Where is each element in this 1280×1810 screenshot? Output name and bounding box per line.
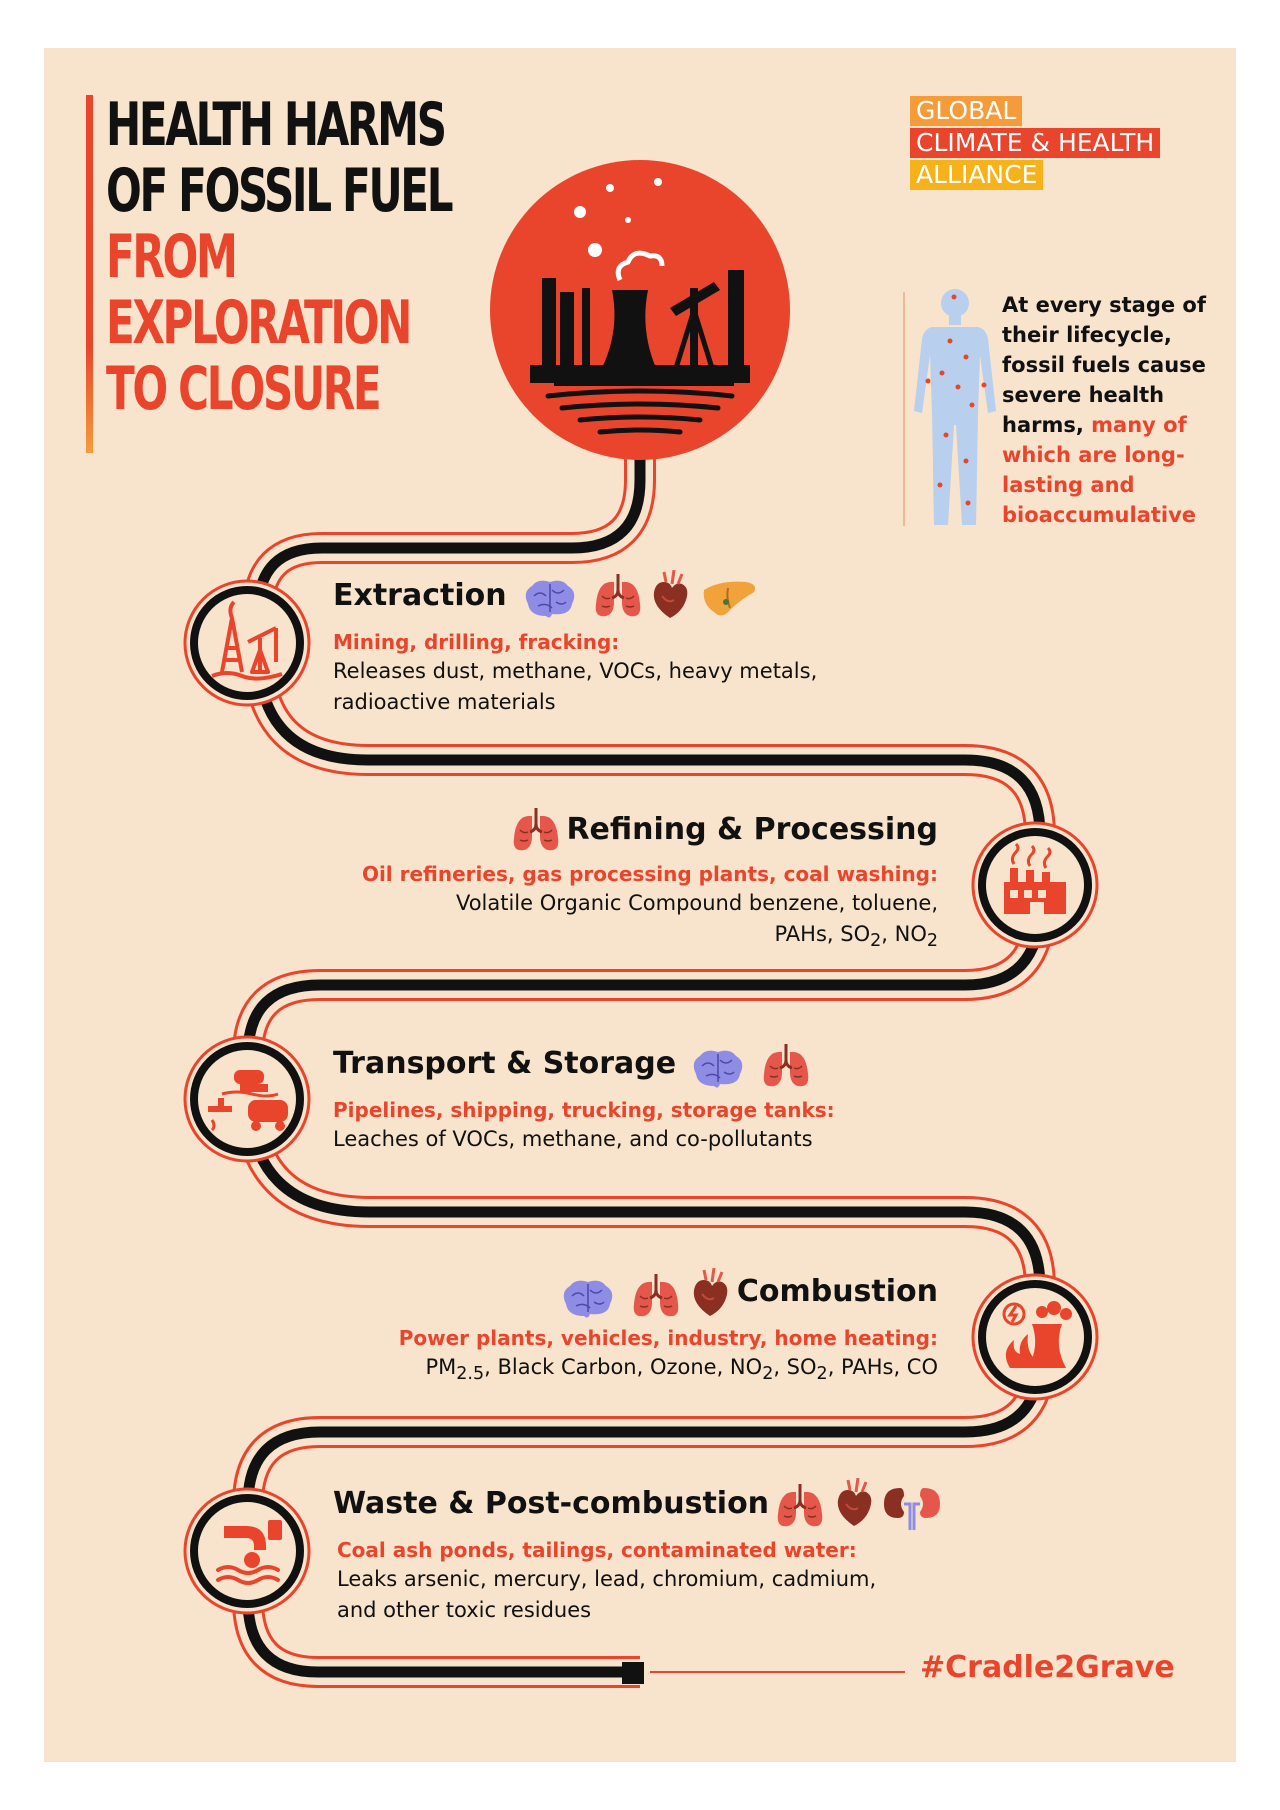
logo-line-3: ALLIANCE [910,160,1043,190]
title-accent-bar [86,95,93,453]
stage-subtitle-waste: Coal ash ponds, tailings, contaminated water: [337,1538,857,1562]
stage-title-combustion: Combustion [736,1274,938,1309]
power-plant-icon [970,1272,1100,1402]
pipeline-end [622,1662,644,1684]
brain-icon [522,578,578,620]
combustion-desc-b: , Black Carbon, Ozone, NO [484,1355,763,1379]
title-line-4: EXPLORATION [106,288,411,358]
stage-subtitle-combustion: Power plants, vehicles, industry, home heating: [398,1326,938,1350]
stage-title-refining: Refining & Processing [566,812,938,847]
stage-description-waste: Leaks arsenic, mercury, lead, chromium, cadmium, and other toxic residues [337,1567,877,1622]
refining-desc-b: , NO [881,922,927,946]
logo-line-1: GLOBAL [910,96,1022,126]
refining-desc-sub1: 2 [870,931,882,952]
heart-icon [650,570,690,620]
refining-desc-line-1: Volatile Organic Compound benzene, toluene, [455,891,938,915]
title-line-1: HEALTH HARMS [106,90,445,160]
stage-title-waste: Waste & Post-combustion [333,1486,770,1521]
combustion-desc-d: , PAHs, CO [827,1355,938,1379]
hashtag: #Cradle2Grave [920,1650,1175,1685]
lungs-icon [510,808,562,854]
refining-desc-a: PAHs, SO [774,922,871,946]
lungs-icon [760,1044,812,1090]
factory-icon [970,820,1100,950]
refining-desc-sub2: 2 [926,931,938,952]
lungs-icon [592,574,644,620]
combustion-desc-sub: 2.5 [456,1364,485,1385]
stage-description-extraction: Releases dust, methane, VOCs, heavy metals, radioactive materials [333,659,818,714]
stage-description-transport: Leaches of VOCs, methane, and co-pollutants [333,1127,813,1151]
title-line-3: FROM [106,222,236,292]
stage-subtitle-refining: Oil refineries, gas processing plants, coal washing: [361,862,938,886]
combustion-desc-a: PM [425,1355,457,1379]
stage-description-combustion [338,1352,938,1390]
intro-highlight: many of which are long-lasting and bioaccumulative [1002,413,1197,527]
intro-text [1002,290,1222,530]
brain-icon [690,1048,746,1090]
stage-subtitle-extraction: Mining, drilling, fracking: [333,630,620,654]
brain-icon [560,1278,616,1320]
heart-icon [690,1268,730,1318]
tanker-icon [182,1034,312,1164]
liver-icon [700,578,758,620]
intro-main: At every stage of their lifecycle, fossil fuels cause severe health harms, [1002,293,1206,437]
fossil-fuel-industry-illustration [470,160,810,460]
title-line-5: TO CLOSURE [106,354,380,424]
stage-title-transport: Transport & Storage [333,1046,677,1081]
logo-line-2: CLIMATE & HEALTH [910,128,1160,158]
refining-desc-line-2 [338,919,938,957]
combustion-desc-sub2: 2 [762,1364,774,1385]
intro-divider [903,292,905,526]
waste-pipe-icon [182,1486,312,1616]
combustion-desc-sub3: 2 [816,1364,828,1385]
oil-rig-icon [182,578,312,708]
stage-description-refining [338,888,938,957]
stage-subtitle-transport: Pipelines, shipping, trucking, storage tanks: [333,1098,835,1122]
stage-title-extraction: Extraction [333,578,507,613]
kidneys-icon [882,1484,942,1530]
title-line-2: OF FOSSIL FUEL [106,156,452,226]
lungs-icon [774,1484,826,1530]
combustion-desc-c: , SO [773,1355,817,1379]
human-body-icon [910,285,1000,529]
lungs-icon [630,1274,682,1320]
heart-icon [834,1478,874,1528]
